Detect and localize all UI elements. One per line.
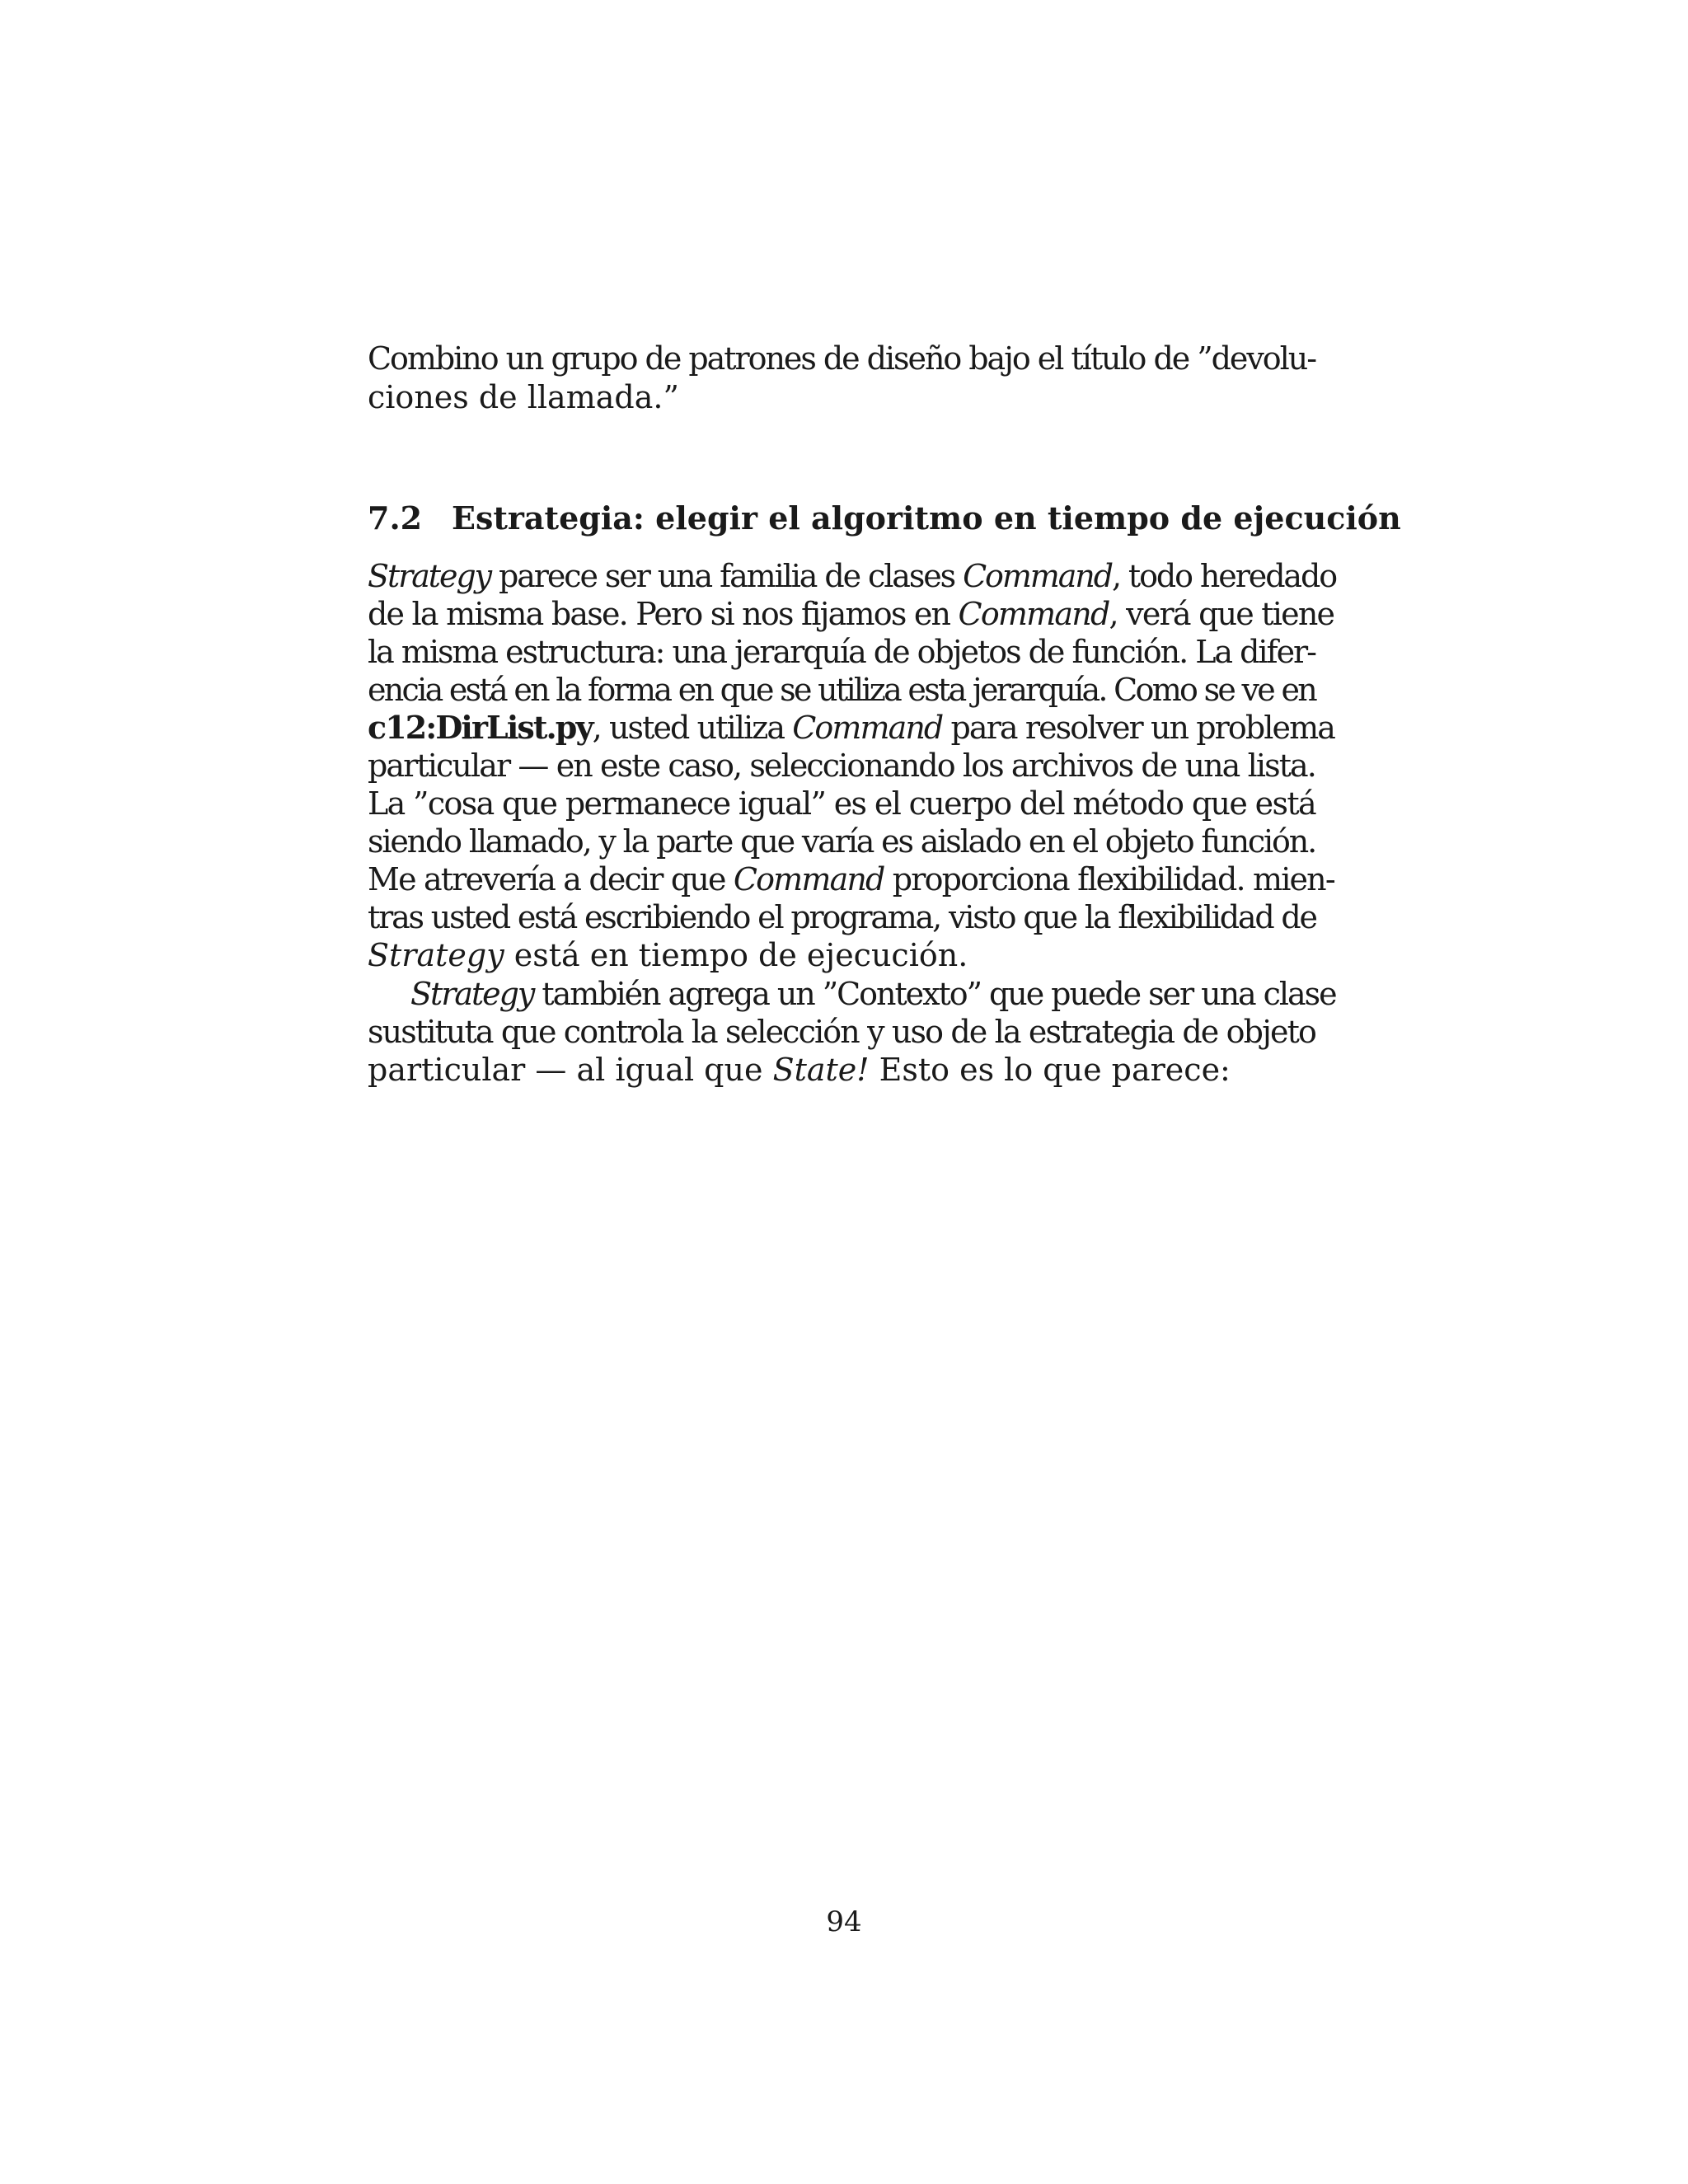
term-command: Command — [958, 596, 1109, 632]
term-state: State! — [772, 1052, 870, 1088]
p1-line-1 — [368, 557, 1337, 595]
term-command: Command — [963, 558, 1112, 594]
p1-text: siendo llamado, y la parte que varía es aislado en el objeto función. — [368, 823, 1315, 860]
intro-line-2 — [368, 378, 1315, 416]
p1-line-9 — [368, 860, 1334, 898]
term-strategy: Strategy — [410, 976, 534, 1012]
p2-text: sustituta que controla la selección y uso de la estrategia de objeto — [368, 1014, 1315, 1050]
p1-text: encia está en la forma en que se utiliza esta jerarquía. Como se ve en — [368, 672, 1315, 708]
p2-text: particular — al igual que — [368, 1052, 773, 1088]
intro-line-1 — [368, 340, 1315, 377]
p2-text: también agrega un ”Contexto” que puede ser una clase — [533, 976, 1336, 1012]
p1-line-5 — [368, 709, 1334, 747]
section-number: 7.2 — [368, 499, 423, 537]
p1-text: , todo heredado — [1111, 558, 1337, 594]
page-number: 94 — [826, 1905, 862, 1938]
p2-line-3 — [368, 1051, 1315, 1089]
intro-text-2: ciones de llamada.” — [368, 379, 679, 415]
p2-text: Esto es lo que parece: — [869, 1052, 1231, 1088]
p1-text: la misma estructura: una jerarquía de objetos de función. La difer- — [368, 634, 1315, 670]
p1-line-8 — [368, 823, 1315, 860]
p1-line-10 — [368, 898, 1315, 936]
p1-text: de la misma base. Pero si nos fijamos en — [368, 596, 959, 632]
p1-line-11 — [368, 936, 1315, 974]
p2-line-1 — [410, 975, 1336, 1013]
p1-text: , usted utiliza — [592, 710, 793, 746]
p1-text: , verá que tiene — [1109, 596, 1334, 632]
p1-line-4 — [368, 671, 1315, 709]
p1-text: proporciona flexibilidad. mien- — [884, 861, 1334, 898]
p1-text: para resolver un problema — [942, 710, 1334, 746]
p2-line-2 — [368, 1013, 1315, 1051]
term-command: Command — [733, 861, 884, 898]
code-reference: c12:DirList.py — [368, 709, 593, 746]
term-strategy: Strategy — [368, 558, 490, 594]
term-strategy: Strategy — [368, 937, 504, 973]
p1-text: Me atrevería a decir que — [368, 861, 734, 898]
section-heading — [368, 499, 1401, 537]
p1-line-2 — [368, 595, 1334, 633]
term-command: Command — [792, 710, 943, 746]
p1-text: La ”cosa que permanece igual” es el cuerpo del método que está — [368, 785, 1315, 822]
intro-text-1: Combino un grupo de patrones de diseño bajo el título de ”devolu- — [368, 340, 1315, 377]
section-title: Estrategia: elegir el algoritmo en tiempo de ejecución — [452, 499, 1401, 537]
p1-text: particular — en este caso, seleccionando los archivos de una lista. — [368, 748, 1315, 784]
p1-line-6 — [368, 747, 1315, 785]
p1-line-7 — [368, 785, 1315, 823]
p1-text: está en tiempo de ejecución. — [504, 937, 968, 973]
p1-line-3 — [368, 633, 1315, 671]
p1-text: tras usted está escribiendo el programa, visto que la flexibilidad de — [368, 899, 1316, 935]
p1-text: parece ser una familia de clases — [490, 558, 964, 594]
